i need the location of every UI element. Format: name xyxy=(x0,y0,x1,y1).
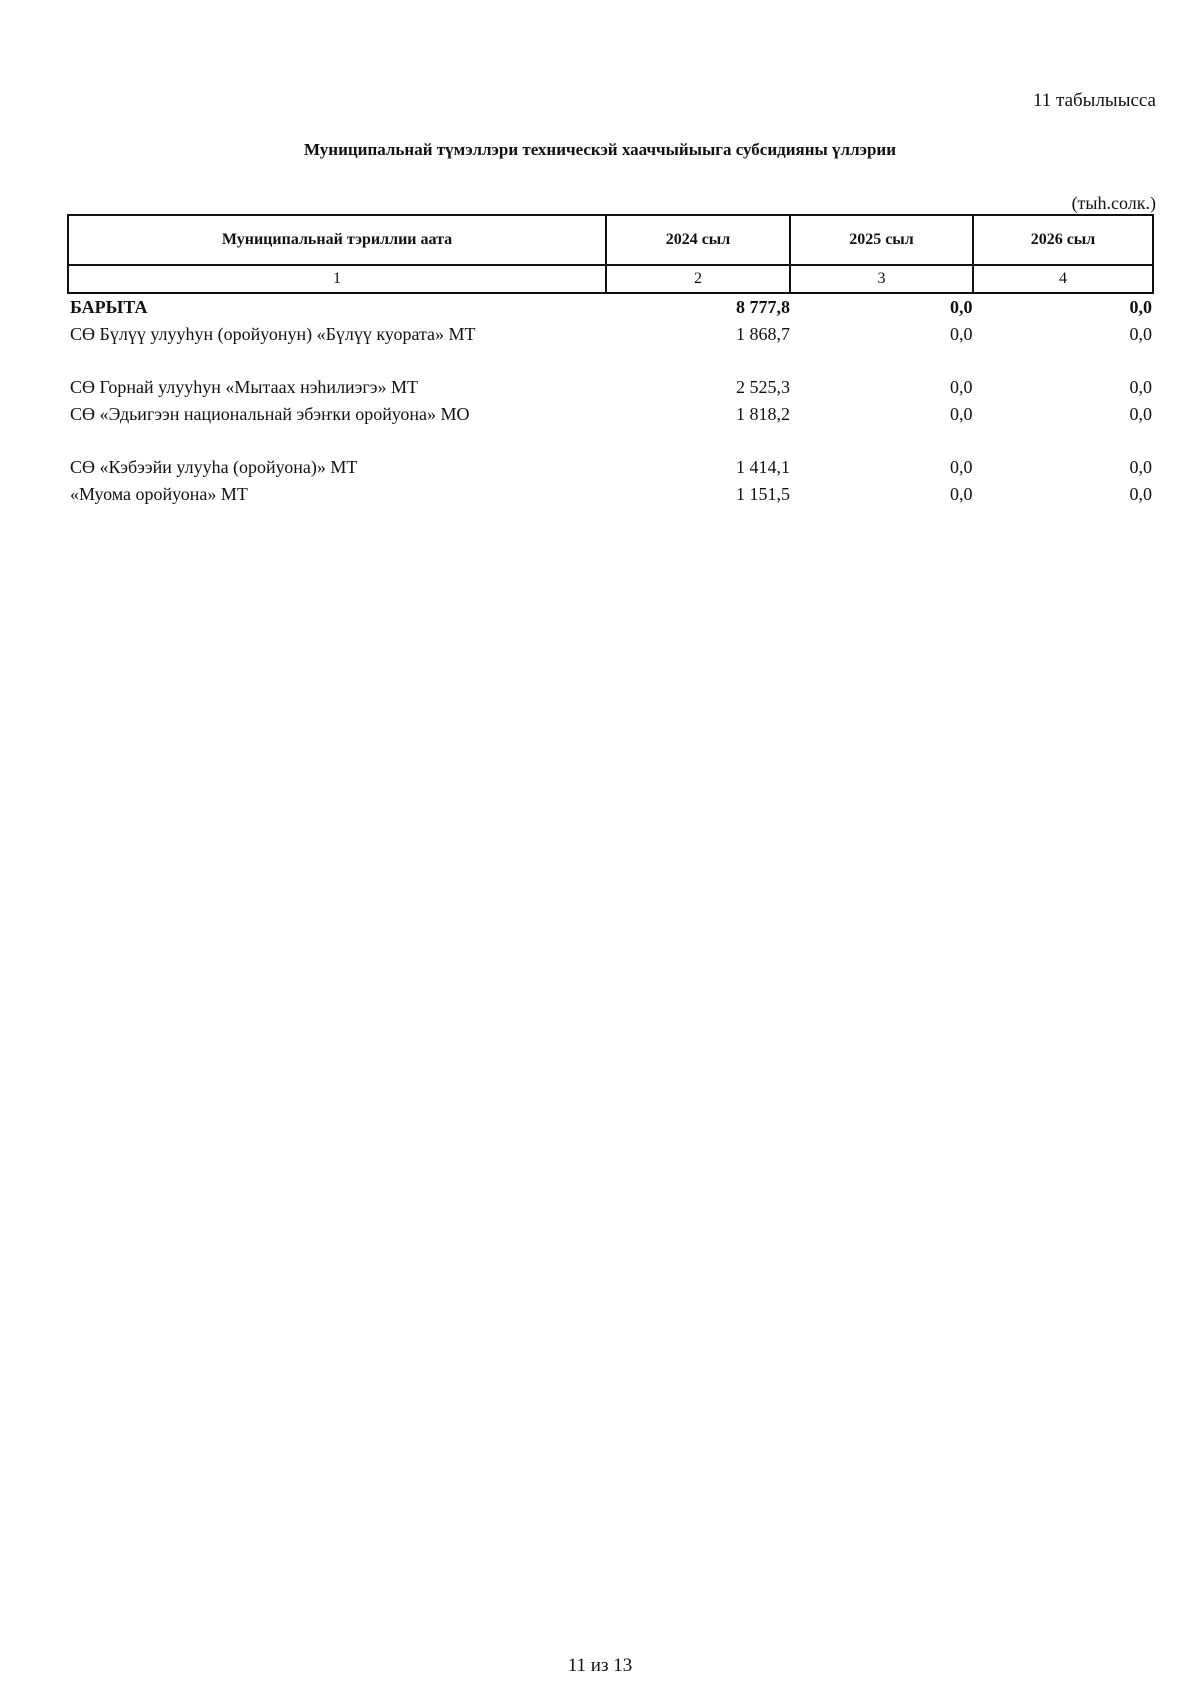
header-2026: 2026 сыл xyxy=(973,215,1153,265)
value-2025: 0,0 xyxy=(950,297,973,317)
table-row-total xyxy=(67,294,1152,321)
value-2025: 0,0 xyxy=(950,404,973,424)
row-name: СӨ «Кэбээйи улууһа (оройуона)» МТ xyxy=(70,457,358,477)
value-2024: 1 151,5 xyxy=(736,484,790,504)
column-number: 2 xyxy=(606,265,790,293)
value-2025: 0,0 xyxy=(950,484,973,504)
header-row xyxy=(68,215,1153,265)
page-number: 11 из 13 xyxy=(567,1655,633,1676)
column-number: 3 xyxy=(790,265,973,293)
header-2024: 2024 сыл xyxy=(606,215,790,265)
value-2026: 0,0 xyxy=(1129,404,1152,424)
document-title: Муниципальнай түмэллэри техническэй хааччыйыыга субсидияны үллэрии xyxy=(303,140,897,159)
table-row xyxy=(67,374,1152,401)
header-2025: 2025 сыл xyxy=(790,215,973,265)
value-2026: 0,0 xyxy=(1129,324,1152,344)
units-label: (тыһ.солк.) xyxy=(1071,193,1156,213)
column-number: 1 xyxy=(68,265,606,293)
value-2024: 1 414,1 xyxy=(736,457,790,477)
header-municipality: Муниципальнай тэриллии аата xyxy=(68,215,606,265)
value-2026: 0,0 xyxy=(1129,484,1152,504)
row-name: СӨ «Эдьигээн национальнай эбэҥки оройуона» МО xyxy=(70,404,470,424)
value-2024: 1 818,2 xyxy=(736,404,790,424)
column-number-row xyxy=(68,265,1153,293)
value-2026: 0,0 xyxy=(1129,457,1152,477)
value-2026: 0,0 xyxy=(1129,377,1152,397)
table-header xyxy=(67,214,1154,294)
row-name: СӨ Бүлүү улууһун (оройуонун) «Бүлүү куората» МТ xyxy=(70,324,476,344)
column-number: 4 xyxy=(973,265,1153,293)
appendix-label: 11 табылыысса xyxy=(1033,90,1156,111)
row-name: БАРЫТА xyxy=(70,297,148,317)
value-2025: 0,0 xyxy=(950,377,973,397)
value-2025: 0,0 xyxy=(950,324,973,344)
row-name: СӨ Горнай улууһун «Мытаах нэһилиэгэ» МТ xyxy=(70,377,419,397)
value-2025: 0,0 xyxy=(950,457,973,477)
value-2026: 0,0 xyxy=(1129,297,1152,317)
table-row xyxy=(67,454,1152,481)
row-name: «Муома оройуона» МТ xyxy=(70,484,248,504)
value-2024: 1 868,7 xyxy=(736,324,790,344)
value-2024: 8 777,8 xyxy=(736,297,790,317)
table-row xyxy=(67,321,1152,348)
value-2024: 2 525,3 xyxy=(736,377,790,397)
table-body xyxy=(67,294,1152,508)
table-row xyxy=(67,401,1152,428)
table-row xyxy=(67,481,1152,508)
